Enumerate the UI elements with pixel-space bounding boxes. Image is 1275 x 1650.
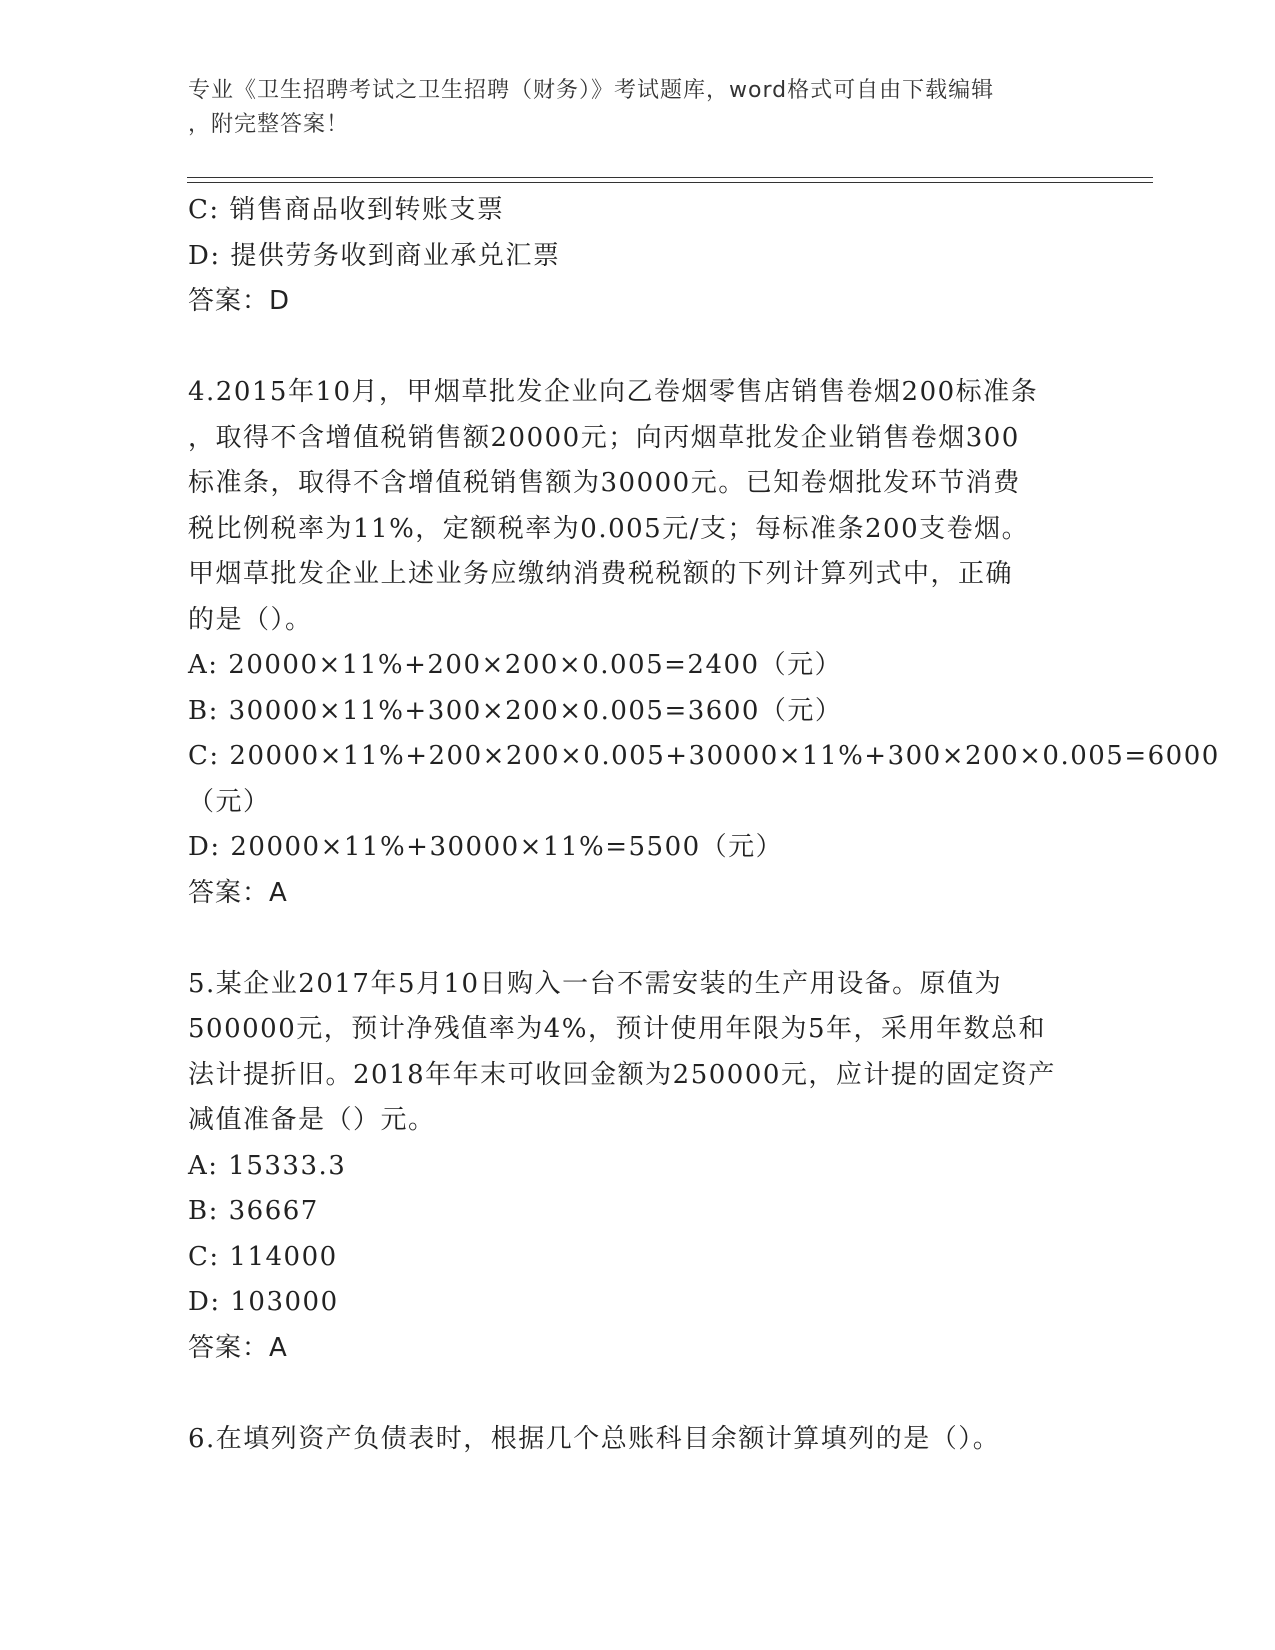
spacer (188, 1371, 1088, 1417)
q3-option-d: D: 提供劳务收到商业承兑汇票 (188, 240, 561, 271)
q4-stem-line: ，取得不含增值税销售额20000元；向丙烟草批发企业销售卷烟300 (188, 422, 1020, 453)
spacer (188, 916, 1088, 962)
q3-answer: 答案：D (188, 286, 291, 316)
q4-answer: 答案：A (188, 877, 288, 908)
q5-option-b: B: 36667 (188, 1196, 319, 1226)
q5-stem (188, 962, 1088, 1144)
q4-stem-line: 的是（）。 (188, 604, 313, 635)
q4-option-b: B: 30000×11%+300×200×0.005=3600（元） (188, 695, 843, 726)
q4-stem-line: 标准条，取得不含增值税销售额为30000元。已知卷烟批发环节消费 (188, 468, 1021, 498)
question-content (188, 188, 1220, 1462)
q4-stem-line: 甲烟草批发企业上述业务应缴纳消费税税额的下列计算列式中，正确 (188, 559, 1014, 589)
q4-stem-line: 税比例税率为11%，定额税率为0.005元/支；每标准条200支卷烟。 (188, 513, 1030, 544)
q4-stem (188, 370, 1088, 643)
q4-option-a: A: 20000×11%+200×200×0.005=2400（元） (188, 650, 843, 680)
q5-option-a: A: 15333.3 (188, 1150, 347, 1181)
q5-stem-line: 5.某企业2017年5月10日购入一台不需安装的生产用设备。原值为 (188, 968, 1003, 999)
q5-option-d: D: 103000 (188, 1287, 339, 1317)
q4-option-d: D: 20000×11%+30000×11%=5500（元） (188, 832, 784, 862)
q5-stem-line: 法计提折旧。2018年年末可收回金额为250000元，应计提的固定资产 (188, 1059, 1056, 1090)
page-header (188, 74, 1068, 142)
header-divider-top (187, 177, 1153, 178)
header-divider-bottom (187, 182, 1153, 183)
header-title-line-2: ，附完整答案！ (188, 112, 350, 137)
q5-option-c: C: 114000 (188, 1241, 338, 1272)
q4-option-c-continued: （元） (188, 786, 271, 817)
q5-answer: 答案：A (188, 1332, 288, 1363)
q4-option-c: C: 20000×11%+200×200×0.005+30000×11%+300×200×0.005=6000 (188, 741, 1220, 771)
q5-stem-line: 500000元，预计净残值率为4%，预计使用年限为5年，采用年数总和 (188, 1014, 1047, 1044)
q4-stem-line: 4.2015年10月，甲烟草批发企业向乙卷烟零售店销售卷烟200标准条 (188, 377, 1039, 407)
header-title-line-1: 专业《卫生招聘考试之卫生招聘（财务）》考试题库，word格式可自由下载编辑 (188, 78, 995, 103)
q6-stem-line: 6.在填列资产负债表时，根据几个总账科目余额计算填列的是（）。 (188, 1423, 1001, 1454)
spacer (188, 325, 1088, 371)
q3-option-c: C: 销售商品收到转账支票 (188, 195, 505, 225)
q5-stem-line: 减值准备是（）元。 (188, 1105, 436, 1135)
